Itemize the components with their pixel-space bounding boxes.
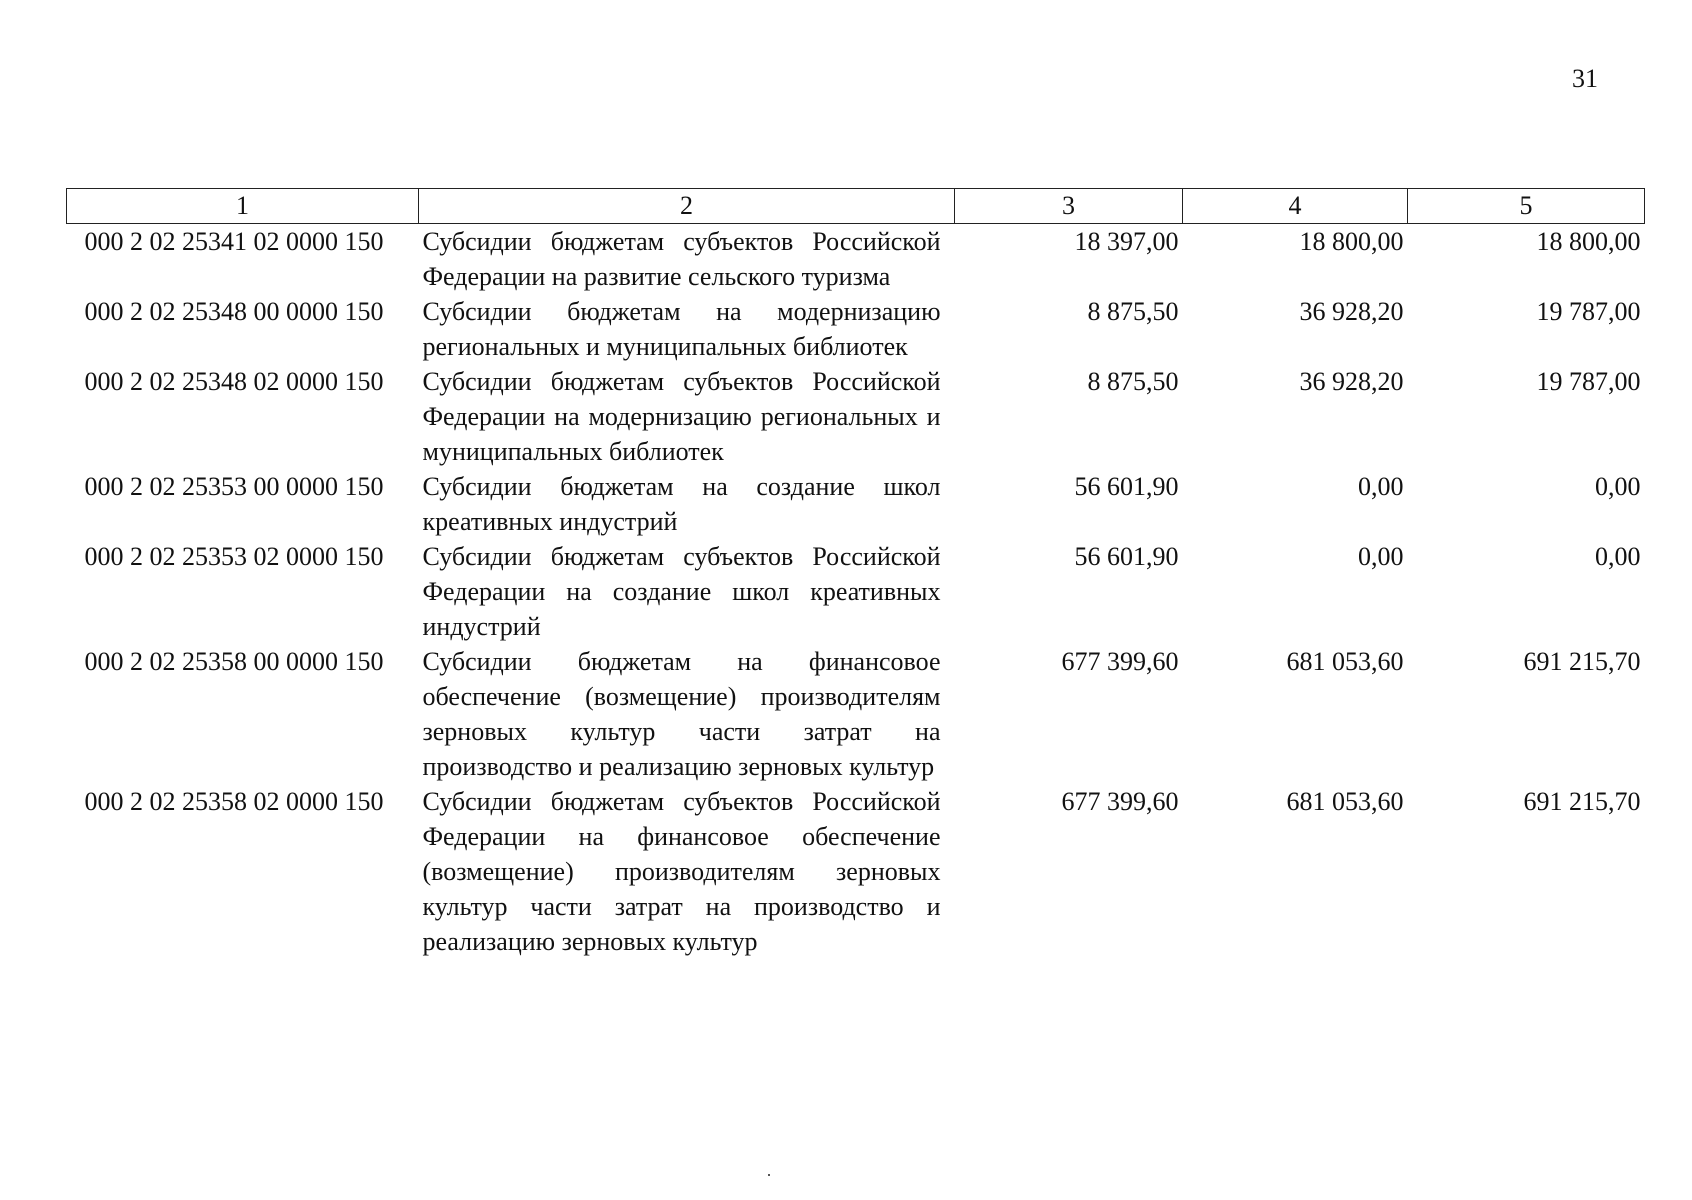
value-col-4: 36 928,20 [1299,367,1404,396]
value-col-5: 0,00 [1595,542,1641,571]
value-col-3: 677 399,60 [1061,787,1179,816]
value-col-4: 18 800,00 [1299,227,1404,256]
value-col-3: 677 399,60 [1061,647,1179,676]
budget-item-name: Субсидии бюджетам на финансовое обеспечение (возмещение) производителям зерновых культур части затрат на производство и реализацию зерновых культур [422,647,941,781]
table-body [67,224,1645,960]
budget-item-name: Субсидии бюджетам субъектов Российской Федерации на развитие сельского туризма [422,227,941,291]
table-row [67,539,1645,644]
table-row [67,644,1645,784]
header-col-4: 4 [1183,189,1408,224]
header-row [67,189,1645,224]
value-col-4: 0,00 [1358,542,1404,571]
budget-code: 000 2 02 25348 00 0000 150 [84,297,384,326]
budget-code: 000 2 02 25358 02 0000 150 [84,787,384,816]
budget-code: 000 2 02 25353 00 0000 150 [84,472,384,501]
value-col-3: 56 601,90 [1074,472,1179,501]
budget-item-name: Субсидии бюджетам субъектов Российской Федерации на создание школ креативных индустрий [422,542,941,641]
value-col-4: 681 053,60 [1286,647,1404,676]
value-col-3: 8 875,50 [1087,297,1179,326]
table-row [67,364,1645,469]
budget-code: 000 2 02 25358 00 0000 150 [84,647,384,676]
budget-code: 000 2 02 25341 02 0000 150 [84,227,384,256]
header-col-5: 5 [1408,189,1645,224]
budget-code: 000 2 02 25353 02 0000 150 [84,542,384,571]
budget-item-name: Субсидии бюджетам на модернизацию региональных и муниципальных библиотек [422,297,941,361]
value-col-5: 19 787,00 [1536,367,1641,396]
table-row [67,784,1645,959]
value-col-4: 681 053,60 [1286,787,1404,816]
budget-table [66,188,1645,959]
table-row [67,294,1645,364]
budget-item-name: Субсидии бюджетам субъектов Российской Федерации на модернизацию региональных и муниципальных библиотек [422,367,941,466]
scan-dot [768,1174,770,1176]
value-col-3: 8 875,50 [1087,367,1179,396]
table-row [67,469,1645,539]
value-col-5: 691 215,70 [1523,647,1641,676]
header-col-3: 3 [955,189,1183,224]
table-header [67,189,1645,224]
table-row [67,224,1645,295]
budget-item-name: Субсидии бюджетам субъектов Российской Федерации на финансовое обеспечение (возмещение) производителям зерновых культур части затрат на производство и реализацию зерновых культур [422,787,941,956]
budget-code: 000 2 02 25348 02 0000 150 [84,367,384,396]
budget-item-name: Субсидии бюджетам на создание школ креативных индустрий [422,472,941,536]
value-col-4: 36 928,20 [1299,297,1404,326]
header-col-2: 2 [419,189,955,224]
value-col-5: 18 800,00 [1536,227,1641,256]
page-number: 31 [1572,64,1598,93]
header-col-1: 1 [67,189,419,224]
value-col-3: 56 601,90 [1074,542,1179,571]
value-col-4: 0,00 [1358,472,1404,501]
value-col-5: 0,00 [1595,472,1641,501]
value-col-5: 691 215,70 [1523,787,1641,816]
value-col-3: 18 397,00 [1074,227,1179,256]
value-col-5: 19 787,00 [1536,297,1641,326]
